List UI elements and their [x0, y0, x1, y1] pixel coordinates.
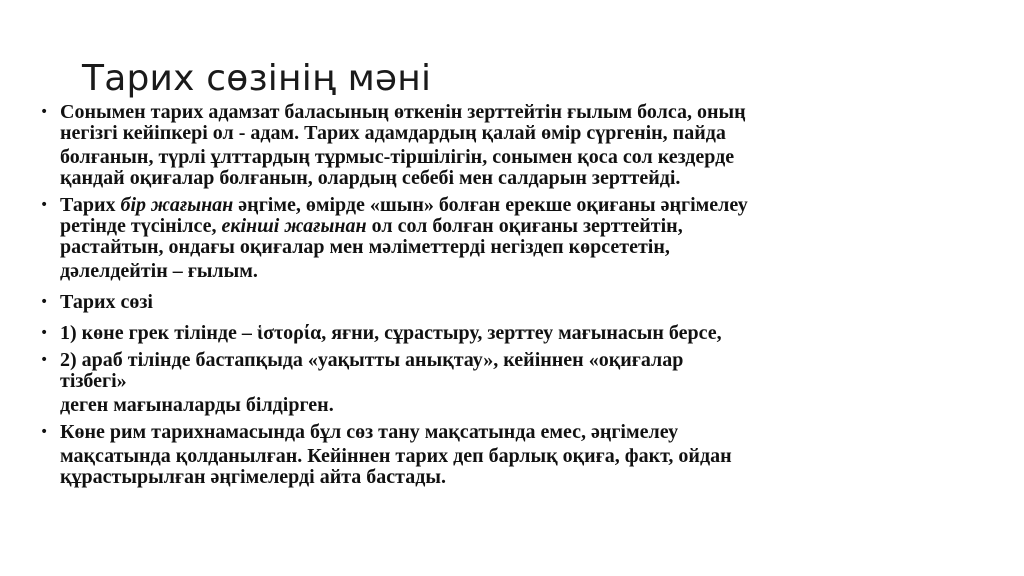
text-line: 1) көне грек тілінде – ἱστορία, яғни, сұрастыру, зерттеу мағынасын берсе,	[60, 322, 722, 344]
slide-body	[40, 102, 1000, 488]
text-run: Тарих	[60, 194, 121, 216]
bullet-icon: •	[40, 352, 49, 368]
continuation-line: деген мағыналарды білдірген.	[60, 394, 334, 416]
text-line: дәлелдейтін – ғылым.	[60, 260, 258, 282]
italic-text-run: бір жағынан	[120, 194, 234, 216]
text-line: Сонымен тарих адамзат баласының өткенін зерттейтін ғылым болса, оның	[60, 101, 746, 123]
bullet-icon: •	[40, 104, 49, 120]
text-line: негізгі кейіпкері ол - адам. Тарих адамдардың қалай өмір сүргенін, пайда	[60, 122, 726, 144]
text-run: ретінде түсінілсе,	[60, 215, 222, 237]
bullet-icon: •	[40, 424, 49, 440]
text-line: 2) араб тілінде бастапқыда «уақытты анықтау», кейіннен «оқиғалар	[60, 349, 684, 371]
text-line: Тарих сөзі	[60, 291, 153, 313]
bullet-icon: •	[40, 197, 49, 213]
text-run: әңгіме, өмірде «шын» болған ерекше оқиғаны әңгімелеу	[233, 194, 748, 216]
text-line: тізбегі»	[60, 370, 127, 392]
text-run: ол сол болған оқиғаны зерттейтін,	[366, 215, 683, 237]
text-line: растайтын, ондағы оқиғалар мен мәліметтерді негіздеп көрсететін,	[60, 236, 670, 258]
bullet-item-two-sides	[40, 195, 1000, 282]
text-line: құрастырылған әңгімелерді айта бастады.	[60, 466, 446, 488]
bullet-item-roman	[40, 422, 1000, 488]
bullet-item-greek	[40, 323, 1000, 344]
text-line	[60, 216, 1000, 237]
bullet-item-arabic	[40, 350, 1000, 392]
italic-text-run: екінші жағынан	[221, 215, 367, 237]
text-line: болғанын, түрлі ұлттардың тұрмыс-тіршілігін, сонымен қоса сол кездерде	[60, 146, 735, 168]
slide-title: Тарих сөзінің мәні	[82, 58, 432, 99]
text-line	[60, 195, 1000, 216]
text-line: қандай оқиғалар болғанын, олардың себебі мен салдарын зерттейді.	[60, 167, 681, 189]
text-line: Көне рим тарихнамасында бұл сөз тану мақсатында емес, әңгімелеу	[60, 421, 679, 443]
bullet-icon: •	[40, 294, 49, 310]
text-line: мақсатында қолданылған. Кейіннен тарих деп барлық оқиға, факт, ойдан	[60, 445, 732, 467]
bullet-item-word	[40, 292, 1000, 313]
bullet-icon: •	[40, 325, 49, 341]
bullet-item-definition	[40, 102, 1000, 189]
